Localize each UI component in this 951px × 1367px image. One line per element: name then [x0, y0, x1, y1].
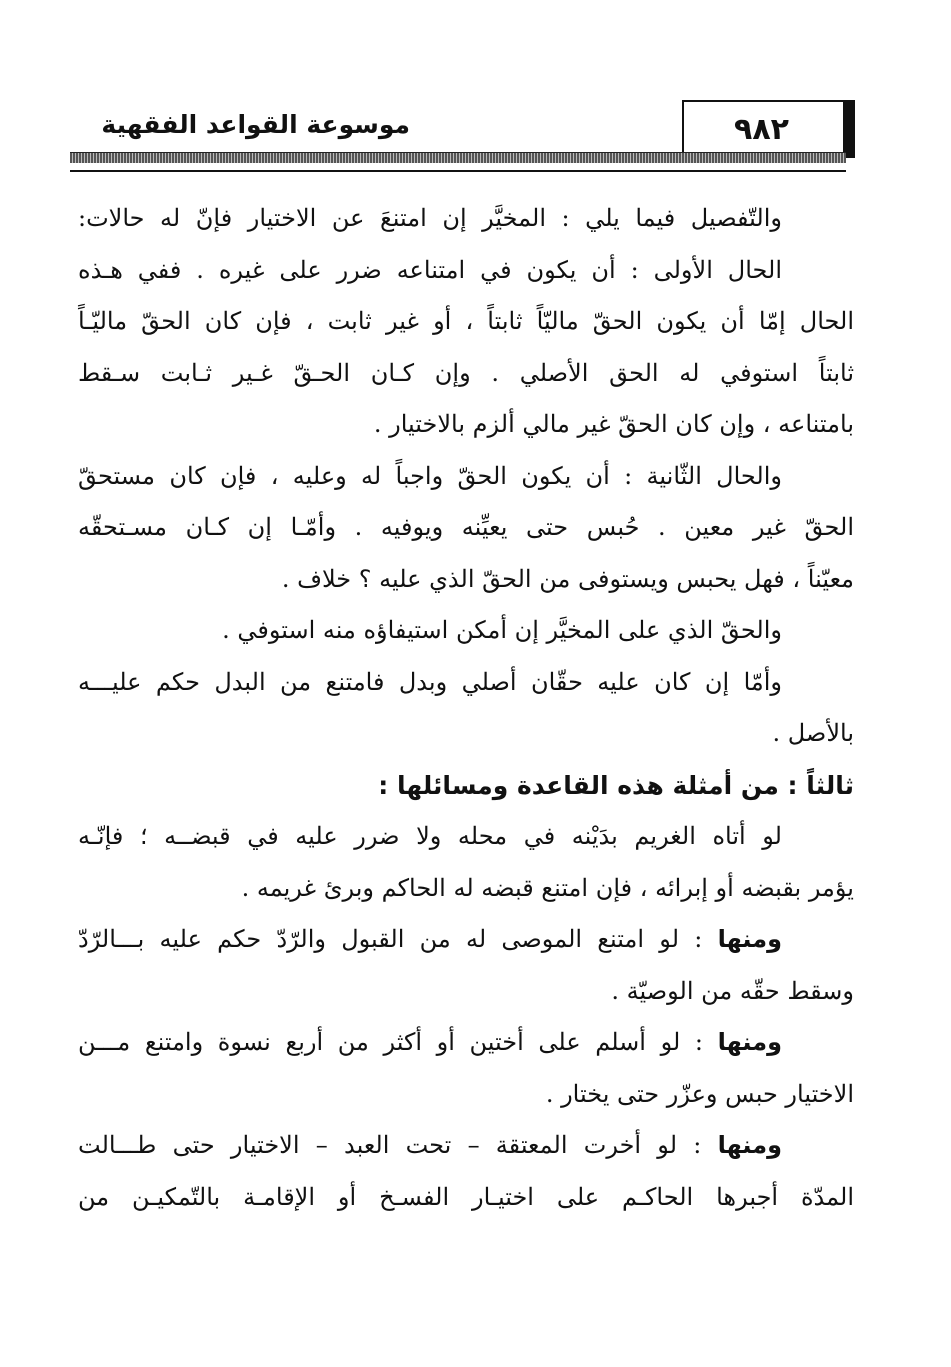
page-number: ٩٨٢: [734, 112, 789, 147]
text-line: الحال الأولى : أن يكون في امتناعه ضرر على غيره . ففي هـذه: [78, 255, 782, 284]
text-line: وسقط حقّه من الوصيّة .: [611, 976, 854, 1005]
example-keyword: ومنها: [717, 1131, 782, 1159]
page-header: [70, 100, 846, 170]
text-line: وأمّا إن كان عليه حقّان أصلي وبدل فامتنع من البدل حكم عليـــه: [78, 667, 782, 696]
text-line: بامتناعه ، وإن كان الحقّ غير مالي ألزم بالاختيار .: [373, 410, 854, 438]
section-heading: ثالثاً : من أمثلة هذه القاعدة ومسائلها :: [378, 770, 854, 800]
text-line: ومنها : لو امتنع الموصى له من القبول والرّدّ حكم عليه بـــالرّدّ: [78, 925, 782, 953]
header-rule: [70, 170, 846, 172]
text-line: والتّفصيل فيما يلي : المخيَّر إن امتنعَ عن الاختيار فإنّ له حالات:: [78, 204, 782, 232]
text-line: ثابتاً استوفي له الحق الأصلي . وإن كـان الحـقّ غـير ثـابت سـقط: [78, 358, 854, 387]
text-line: المدّة أجبرها الحاكـم على اختيـار الفسـخ أو الإقامـة بالتّمكيـن من: [78, 1182, 854, 1211]
text-line: ومنها : لو أسلم على أختين أو أكثر من أربع نسوة وامتنع مـــن: [78, 1028, 782, 1056]
example-keyword: ومنها: [717, 1028, 782, 1056]
text-line: الحقّ غير معين . حُبس حتى يعيِّنه ويوفيه . وأمّـا إن كـان مسـتحقّه: [78, 513, 854, 541]
example-keyword: ومنها: [717, 925, 782, 953]
text-line: يؤمر بقبضه أو إبرائه ، فإن امتنع قبضه له الحاكم وبرئ غريمه .: [241, 873, 854, 902]
page-number-box-edge: [843, 100, 855, 158]
body-text: [78, 193, 854, 1223]
text-line: والحقّ الذي على المخيَّر إن أمكن استيفاؤه منه استوفي .: [222, 616, 782, 644]
page-number-box: [682, 100, 851, 158]
header-pattern-band: [70, 152, 846, 163]
text-line: ومنها : لو أخرت المعتقة – تحت العبد – الاختيار حتى طـــالت: [78, 1131, 782, 1159]
text-line: الحال إمّا أن يكون الحقّ ماليّاً ثابتاً ، أو غير ثابت ، فإن كان الحقّ ماليّـاً: [78, 307, 854, 335]
book-title: موسوعة القواعد الفقهية: [101, 110, 410, 139]
text-line: والحال الثّانية : أن يكون الحقّ واجباً له وعليه ، فإن كان مستحقّ: [78, 461, 782, 490]
text-line: الاختيار حبس وعزّر حتى يختار .: [545, 1079, 854, 1108]
text-line: بالأصل .: [772, 719, 854, 747]
text-line: معيّناً ، فهل يحبس ويستوفى من الحقّ الذي عليه ؟ خلاف .: [281, 564, 854, 593]
text-line: لو أتاه الغريم بدَيْنه في محله ولا ضرر عليه في قبضــه ؛ فإنّـه: [78, 822, 782, 850]
